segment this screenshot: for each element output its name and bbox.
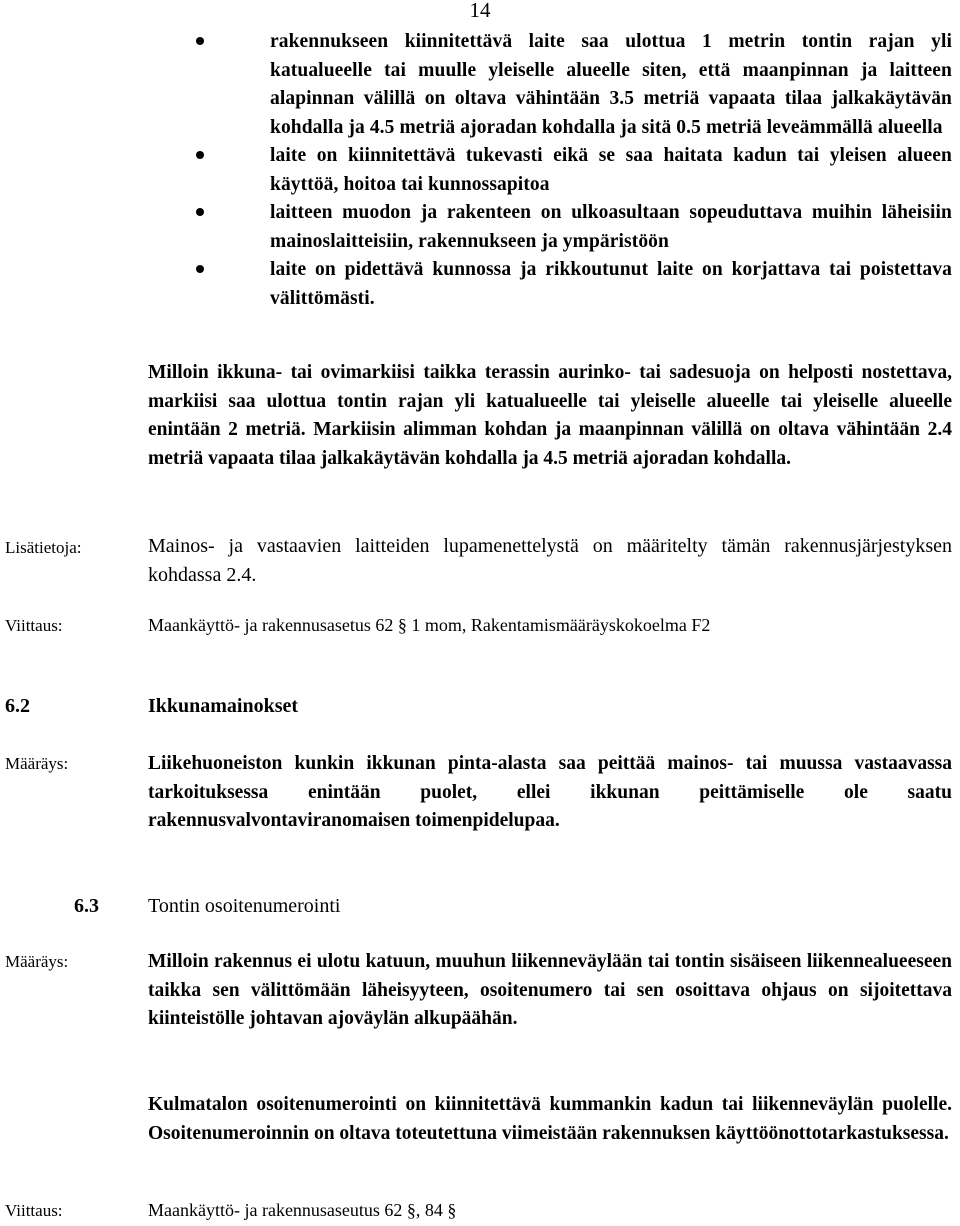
bullet-text: laitteen muodon ja rakenteen on ulkoasultaan sopeuduttava muihin läheisiin mainoslaitteisiin, rakennukseen ja ympäristöön	[270, 202, 952, 252]
lisatietoja-text: Mainos- ja vastaavien laitteiden lupamenettelystä on määritelty tämän rakennusjärjestyksen kohdassa 2.4.	[148, 535, 952, 586]
maarays-text-2: Kulmatalon osoitenumerointi on kiinnitettävä kummankin kadun tai liikenneväylän puolelle. Osoitenumeroinnin on oltava toteutettuna viimeistään rakennuksen käyttöönottotarkastuksessa.	[148, 1094, 952, 1144]
bullet-text: laite on pidettävä kunnossa ja rikkoutunut laite on korjattava tai poistettava välittömästi.	[270, 259, 952, 309]
bullet-item	[0, 142, 952, 199]
bullet-dot-icon	[196, 265, 204, 273]
bullet-item	[0, 199, 952, 256]
bullet-list	[0, 28, 960, 313]
viittaus-text: Maankäyttö- ja rakennusaseutus 62 §, 84 §	[148, 1200, 457, 1220]
bullet-text: rakennukseen kiinnitettävä laite saa ulottua 1 metrin tontin rajan yli katualueelle tai muulle yleiselle alueelle siten, että maanpinnan ja laitteen alapinnan välillä on oltava vähintään 3.5 metriä vapaata tilaa jalkakäytävän kohdalla ja 4.5 metriä ajoradan kohdalla ja sitä 0.5 metriä leveämmällä alueella	[270, 31, 952, 138]
maarays-label: Määräys:	[5, 952, 69, 971]
viittaus-label: Viittaus:	[5, 616, 63, 635]
section-number: 6.2	[5, 695, 30, 717]
maarays-label: Määräys:	[5, 754, 69, 773]
bullet-dot-icon	[196, 37, 204, 45]
section-number: 6.3	[74, 895, 99, 917]
bullet-item	[0, 256, 952, 313]
bullet-item	[0, 28, 952, 142]
lisatietoja-label: Lisätietoja:	[5, 538, 82, 557]
markiisi-paragraph: Milloin ikkuna- tai ovimarkiisi taikka terassin aurinko- tai sadesuoja on helposti nostettava, markiisi saa ulottua tontin rajan yli katualueelle tai yleiselle alueelle tai yleiselle alueelle enintään 2 metriä. Markiisin alimman kohdan ja maanpinnan välillä on oltava vähintään 2.4 metriä vapaata tilaa jalkakäytävän kohdalla ja 4.5 metriä ajoradan kohdalla.	[148, 362, 952, 469]
bullet-dot-icon	[196, 151, 204, 159]
maarays-text: Milloin rakennus ei ulotu katuun, muuhun liikenneväylään tai tontin sisäiseen liikennealueeseen taikka sen välittömään läheisyyteen, osoitenumero tai sen osoittava ohjaus on sijoitettava kiinteistölle johtavan ajoväylän alkupäähän.	[148, 951, 952, 1029]
maarays-text: Liikehuoneiston kunkin ikkunan pinta-alasta saa peittää mainos- tai muussa vastaavassa tarkoituksessa enintään puolet, ellei ikkunan peittämiselle ole saatu rakennusvalvontaviranomaisen toimenpidelupaa.	[148, 753, 952, 831]
section-title: Tontin osoitenumerointi	[148, 895, 341, 917]
viittaus-text: Maankäyttö- ja rakennusasetus 62 § 1 mom, Rakentamismääräyskokoelma F2	[148, 615, 711, 635]
bullet-text: laite on kiinnitettävä tukevasti eikä se saa haitata kadun tai yleisen alueen käyttöä, hoitoa tai kunnossapitoa	[270, 145, 952, 195]
page-number: 14	[469, 0, 491, 22]
section-title: Ikkunamainokset	[148, 695, 299, 717]
viittaus-label: Viittaus:	[5, 1201, 63, 1220]
bullet-dot-icon	[196, 208, 204, 216]
